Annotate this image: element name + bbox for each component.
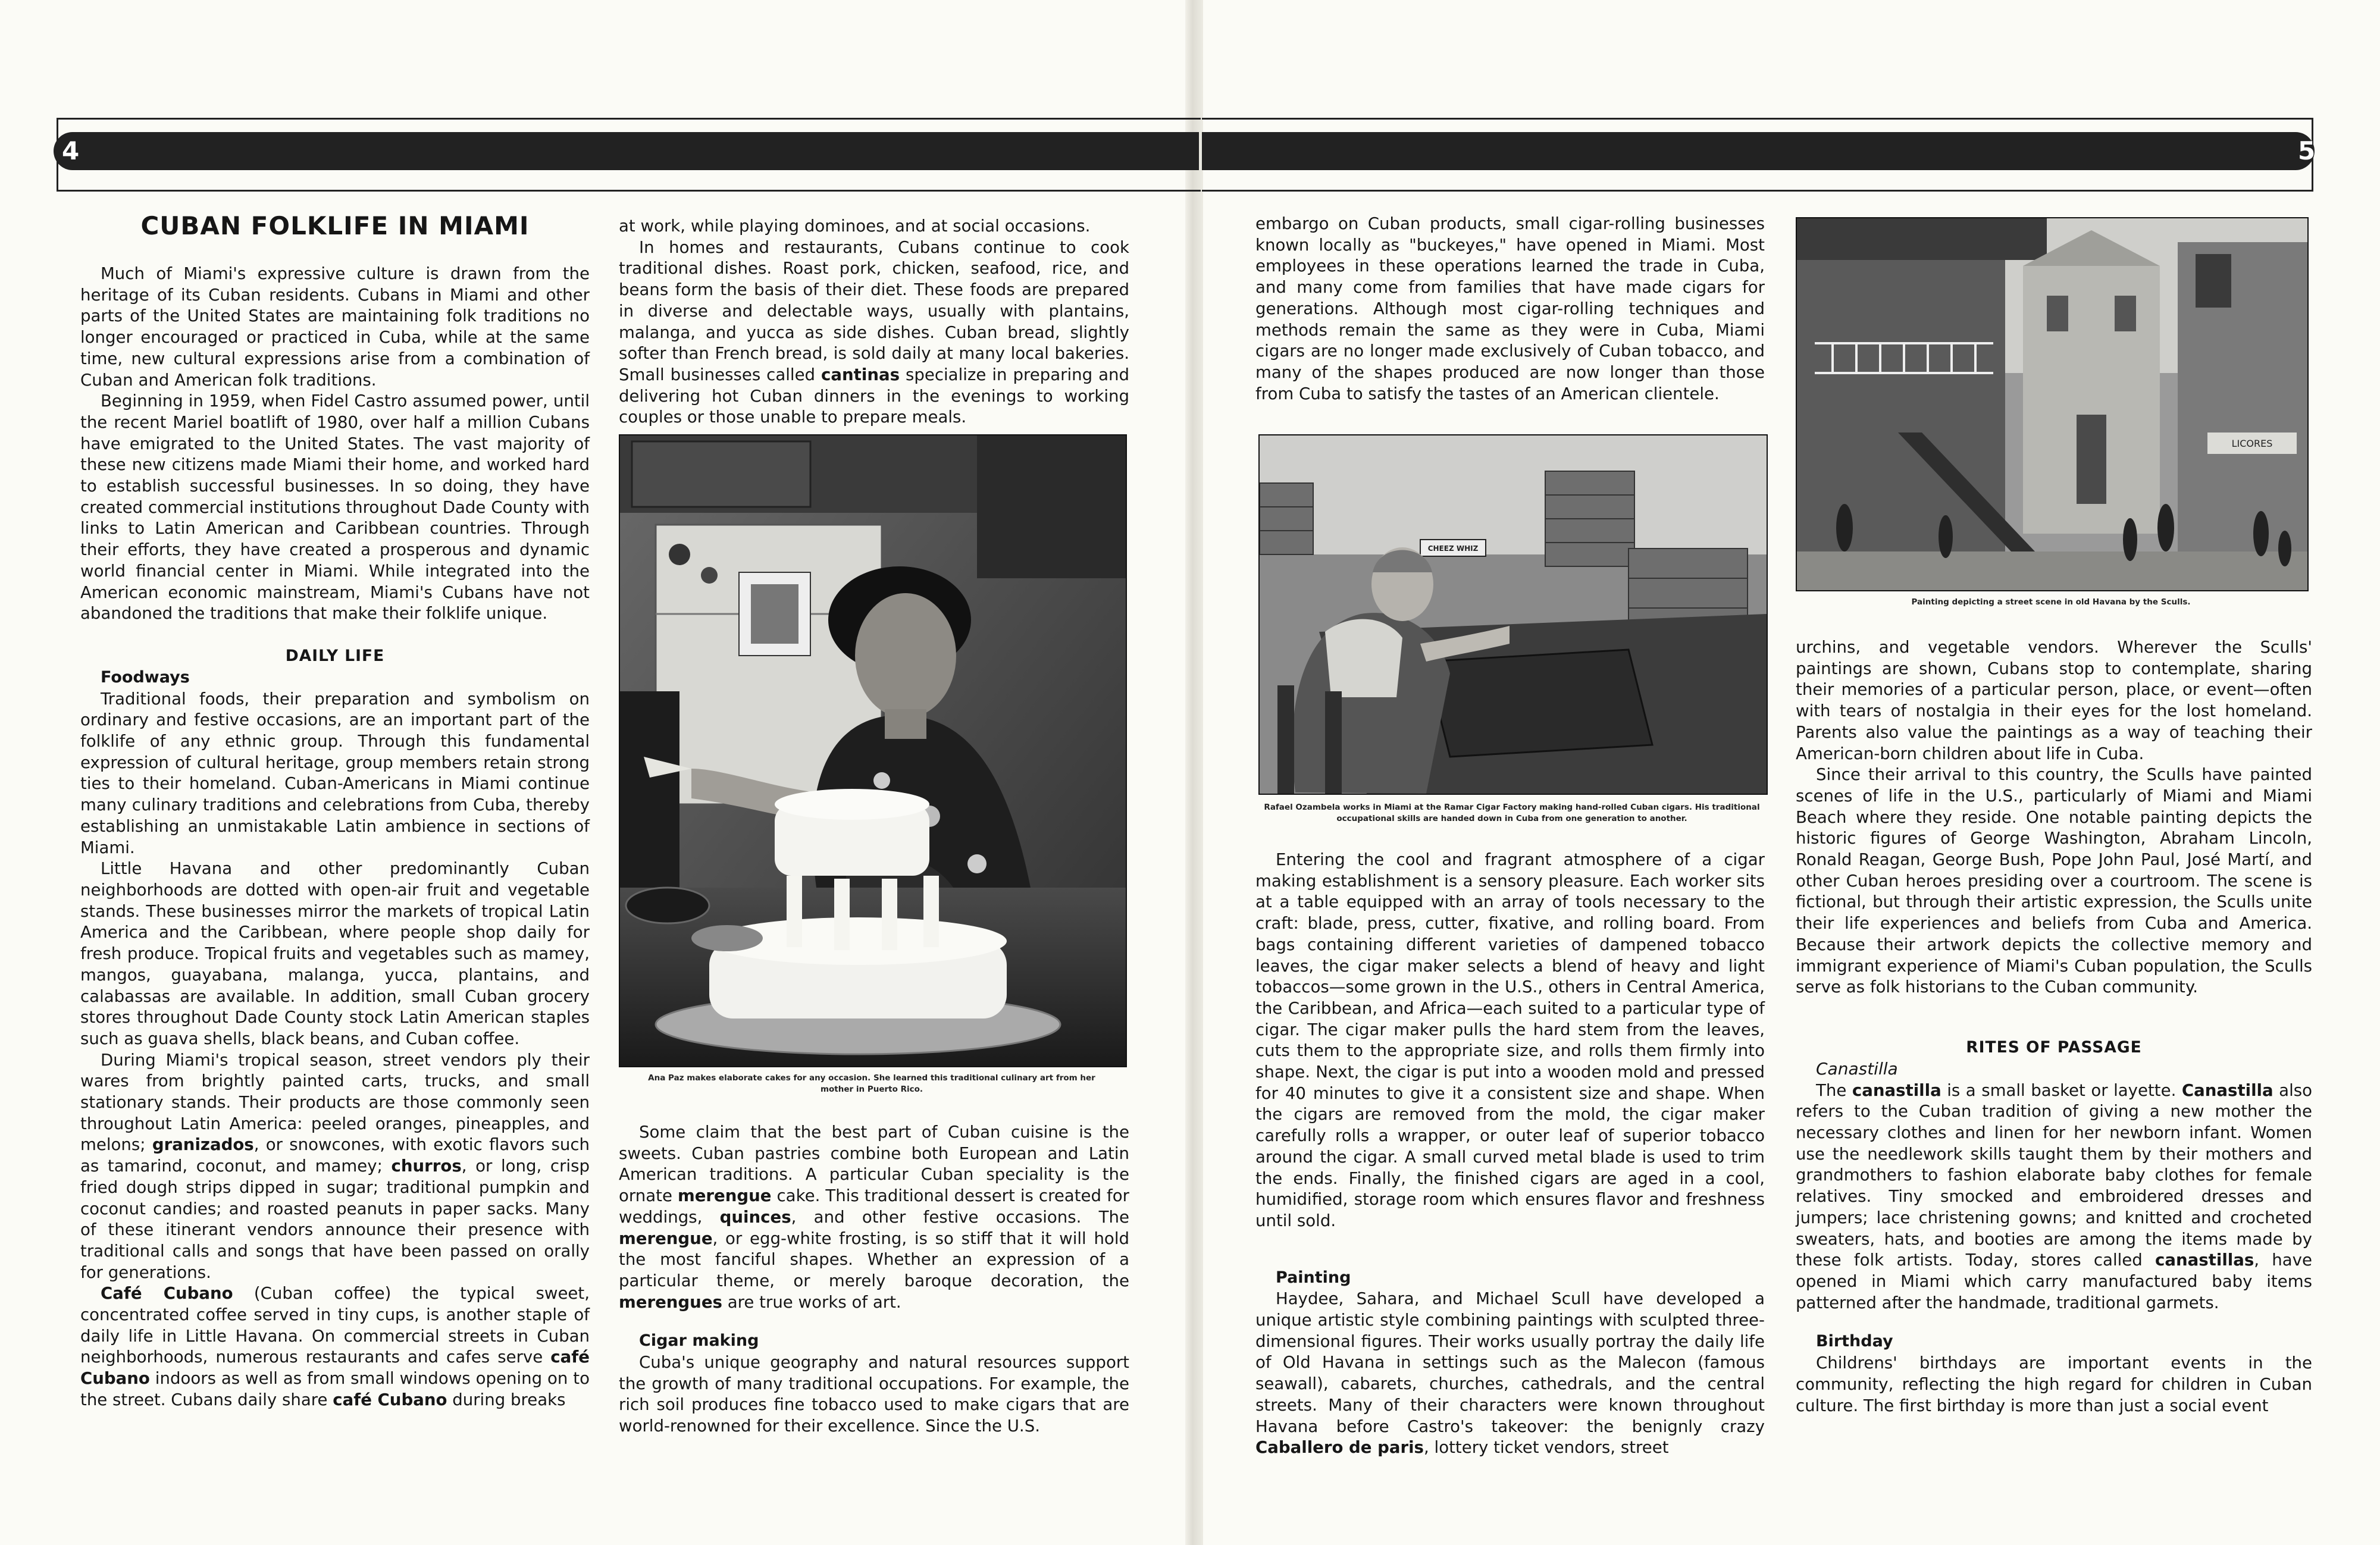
header-band-right — [1202, 132, 2315, 170]
page-number-left: 4 — [62, 136, 80, 165]
column-2 — [619, 215, 1129, 428]
page-gutter — [1185, 0, 1203, 1545]
cigar-maker-photo — [1258, 434, 1768, 795]
term-canastillas: canastillas — [2155, 1250, 2254, 1270]
canastilla-paragraph: The canastilla is a small basket or layette. Canastilla also refers to the Cuban tradition of giving a new mother the necessary clothes and linen for her newborn infant. Women use the needlework skills taught them by their mothers and grandmothers to fashion elaborate baby clothes for female relatives. Tiny smocked and embroidered dresses and jumpers; lace christening gowns; and knitted and crocheted sweaters, hats, and booties are among the items made by these folk artists. Today, stores called canastillas, have opened in Miami which carry manufactured baby items patterned after the handmade, traditional garmets. — [1796, 1080, 2312, 1312]
foodways-heading: Foodways — [101, 667, 190, 687]
intro-paragraph-2: Beginning in 1959, when Fidel Castro assumed power, until the recent Mariel boatlift of 1980, over half a million Cubans have emigrated to the United States. The vast majority of these new citizens made Miami their home, and worked hard to establish successful businesses. In so doing, they have created commercial institutions throughout Dade County with links to Latin American and Caribbean countries. Through their efforts, they have created a prosperous and dynamic world financial center in Miami. While integrated into the American economic mainstream, Miami's Cubans have not abandoned the traditions that make their folklife unique. — [80, 391, 590, 623]
column-3-lower — [1255, 849, 1765, 1458]
term-quinces: quinces — [719, 1206, 791, 1227]
column-3 — [1255, 213, 1765, 404]
licores-sign: LICORES — [2231, 438, 2273, 449]
rites-of-passage-heading: RITES OF PASSAGE — [1966, 1038, 2142, 1057]
homes-restaurants-paragraph: In homes and restaurants, Cubans continue to cook traditional dishes. Roast pork, chicken, seafood, rice, and beans form the basis of their diet. These foods are prepared in diverse and delectable ways, usually with plantains, malanga, and yucca as side dishes. Cuban bread, slightly softer than French bread, is sold daily at many local bakeries. Small businesses called cantinas specialize in preparing and delivering hot Cuban dinners in the evenings to working couples or those unable to prepare meals. — [619, 237, 1129, 427]
birthday-paragraph: Childrens' birthdays are important events in the community, reflecting the high regard for children in Cuban culture. The first birthday is more than just a social event — [1796, 1353, 2312, 1415]
canastilla-heading: Canastilla — [1816, 1058, 1898, 1079]
painting-caption: Painting depicting a street scene in old Havana by the Sculls. — [1911, 597, 2191, 607]
cake-photo-caption: Ana Paz makes elaborate cakes for any occasion. She learned this traditional culinary art from her mother in Puerto Rico. — [648, 1073, 1095, 1094]
cigar-photo-caption: Rafael Ozambela works in Miami at the Ramar Cigar Factory making hand-rolled Cuban cigars. His traditional occupational skills are handed down in Cuba from one generation to another. — [1264, 803, 1760, 823]
page-number-right: 5 — [2298, 136, 2316, 165]
column-4 — [1796, 637, 2312, 1416]
term-cantinas: cantinas — [821, 364, 900, 384]
article-title: CUBAN FOLKLIFE IN MIAMI — [140, 211, 530, 240]
painting-paragraph: Haydee, Sahara, and Michael Scull have developed a unique artistic style combining paintings with sculpted three-dimensional figures. Their works usually portray the daily life of Old Havana in settings such as the Malecon (famous seawall), cabarets, churches, cathedrals, and the central streets. Many of their characters were known throughout Havana before Castro's takeover: the benignly crazy Caballero de paris, lottery ticket vendors, street — [1255, 1289, 1765, 1458]
term-granizados: granizados — [152, 1135, 254, 1155]
havana-painting-photo — [1796, 217, 2309, 591]
term-merengue: merengue — [677, 1186, 772, 1206]
cigar-making-heading: Cigar making — [639, 1331, 759, 1350]
cafe-cubano-paragraph: Café Cubano (Cuban coffee) the typical sweet, concentrated coffee served in tiny cups, is another staple of daily life in Little Havana. On commercial streets in Cuban neighborhoods, numerous restaurants and cafes serve café Cubano indoors as well as from small windows opening on to the street. Cubans daily share café Cubano during breaks — [80, 1283, 590, 1409]
column-1 — [80, 209, 590, 1411]
cake-photo — [619, 434, 1127, 1067]
term-cafe-cubano: Café Cubano — [101, 1283, 233, 1303]
term-caballero-de-paris: Caballero de paris — [1255, 1437, 1424, 1458]
sculls-us-paragraph: Since their arrival to this country, the Sculls have painted scenes of life in the U.S., particularly of Miami and Miami Beach where they reside. One notable painting depicts the historic figures of George Washington, Abraham Lincoln, Ronald Reagan, George Bush, Pope John Paul, José Martí, and other Cuban heroes presiding over a courtroom. The scene is fictional, but through their artistic expression, the Sculls unite their life experiences and beliefs from Cuba and America. Because their artwork depicts the collective memory and immigrant experience of Miami's Cuban population, the Sculls serve as folk historians to the Cuban community. — [1796, 764, 2312, 997]
birthday-heading: Birthday — [1816, 1332, 1893, 1351]
column-3-continuation: embargo on Cuban products, small cigar-rolling businesses known locally as "buckeyes," have opened in Miami. Most employees in these operations learned the trade in Cuba, and many come from families that have made cigars for generations. Although most cigar-rolling techniques and methods remain the same as they were in Cuba, Miami cigars are no longer made exclusively of Cuban tobacco, and many of the shapes produced are now longer than those from Cuba to satisfy the tastes of an American clientele. — [1255, 214, 1765, 403]
painting-heading: Painting — [1276, 1268, 1351, 1287]
daily-life-heading: DAILY LIFE — [285, 646, 385, 665]
street-vendors-paragraph: During Miami's tropical season, street vendors ply their wares from brightly painted carts, trucks, and small stationary stands. Their products are those commonly seen throughout Latin America: peeled oranges, pineapples, and melons; granizados, or snowcones, with exotic flavors such as tamarind, coconut, and mamey; churros, or long, crisp fried dough strips dipped in sugar; traditional pumpkin and coconut candies; and roasted peanuts in paper sacks. Many of these itinerant vendors announce their presence with traditional calls and songs that have been passed on orally for generations. — [80, 1049, 590, 1282]
term-canastilla: canastilla — [1852, 1080, 1941, 1100]
column-2-continuation: at work, while playing dominoes, and at social occasions. — [619, 216, 1091, 236]
urchins-paragraph: urchins, and vegetable vendors. Wherever the Sculls' paintings are shown, Cubans stop to contemplate, sharing their memories of a particular person, place, or event—often with tears of nostalgia in their eyes for the lost homeland. Parents also value the paintings as a way of teaching their American-born children about life in Cuba. — [1796, 637, 2312, 763]
column-2-lower — [619, 1121, 1129, 1437]
intro-paragraph-1: Much of Miami's expressive culture is drawn from the heritage of its Cuban residents. Cubans in Miami and other parts of the United States are maintaining folk traditions no longer encouraged or practiced in Cuba, while at the same time, new cultural expressions arise from a combination of Cuban and American folk traditions. — [80, 264, 590, 390]
header-band-left — [54, 132, 1199, 170]
foodways-paragraph-1: Traditional foods, their preparation and symbolism on ordinary and festive occasions, are an important part of the folklife of any ethnic group. Through this fundamental expression of cultural heritage, group members retain strong ties to their homeland. Cuban-Americans in Miami continue many culinary traditions and celebrations from Cuba, thereby establishing an unmistakable Latin ambience in sections of Miami. — [80, 688, 590, 857]
term-churros: churros — [391, 1156, 462, 1176]
cigar-paragraph-2: Entering the cool and fragrant atmosphere of a cigar making establishment is a sensory pleasure. Each worker sits at a table equipped with an array of tools necessary to the craft: blade, press, cutter, fixative, and rolling board. From bags containing different varieties of dampened tobacco leaves, the cigar maker selects a blend of heavy and light tobaccos—some grown in the U.S., others in Central America, the Caribbean, and Africa—each suited to a particular type of cigar. The cigar maker pulls the hard stem from the leaves, cuts them to the appropriate size, and rolls them firmly into shape. Next, the cigar is put into a wooden mold and pressed for 40 minutes to give it a consistent size and shape. When the cigars are removed from the mold, the cigar maker carefully rolls a wrapper, or outer leaf of superior tobacco around the cigar. A small curved metal blade is used to trim the ends. Finally, the finished cigars are aged in a cool, humidified, storage room which ensures flavor and freshness until sold. — [1255, 850, 1765, 1230]
cigar-paragraph-1: Cuba's unique geography and natural resources support the growth of many traditional occupations. For example, the rich soil produces fine tobacco used to make cigars that are world-renowned for their excellence. Since the U.S. — [619, 1352, 1129, 1436]
sweets-paragraph: Some claim that the best part of Cuban cuisine is the sweets. Cuban pastries combine both European and Latin American traditions. A particular Cuban speciality is the ornate merengue cake. This traditional dessert is created for weddings, quinces, and other festive occasions. The merengue, or egg-white frosting, is so stiff that it will hold the most fanciful shapes. Whether an expression of a particular theme, or merely baroque decoration, the merengues are true works of art. — [619, 1122, 1129, 1312]
cheez-whiz-label: CHEEZ WHIZ — [1427, 544, 1479, 553]
foodways-paragraph-2: Little Havana and other predominantly Cuban neighborhoods are dotted with open-air fruit and vegetable stands. These businesses mirror the markets of tropical Latin America and the Caribbean, where people shop daily for fresh produce. Tropical fruits and vegetables such as mamey, mangos, guayabana, malanga, yucca, plantains, and calabassas are available. In addition, small Cuban grocery stores throughout Dade County stock Latin American staples such as guava shells, black beans, and Cuban coffee. — [80, 858, 590, 1048]
